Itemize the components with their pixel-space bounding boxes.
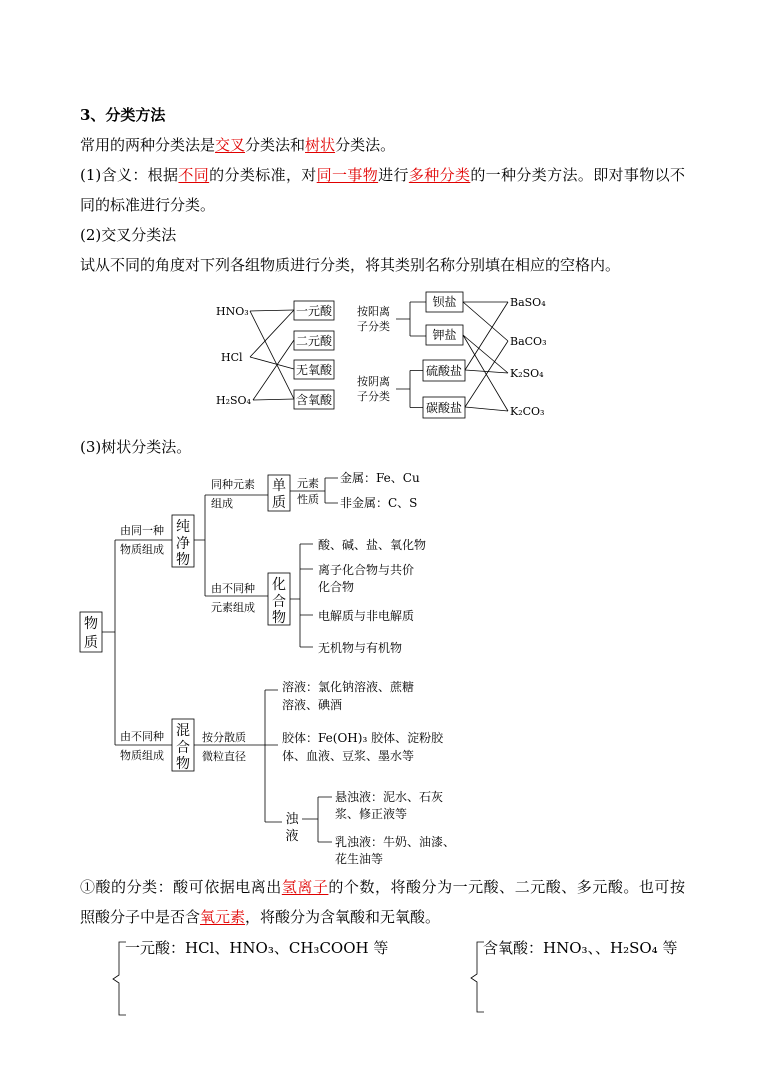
cross-classification-diagram — [200, 285, 560, 425]
acid-h2so4: H₂SO₄ — [216, 394, 251, 407]
connector-line — [465, 302, 508, 370]
connector-line — [253, 399, 294, 400]
connector-line — [250, 310, 294, 311]
compound-branch-lines — [290, 544, 313, 647]
emulsion-text: 花生油等 — [335, 852, 384, 866]
colloid-text: 体、血液、豆浆、墨水等 — [282, 749, 415, 763]
mixture-label: 物 — [176, 756, 190, 772]
cation-bracket — [396, 302, 426, 336]
connector-line — [463, 302, 508, 341]
mixture-criterion: 按分散质 — [202, 731, 246, 744]
category-sulfate: 硫酸盐 — [425, 364, 463, 378]
criterion-cation: 子分类 — [357, 320, 390, 333]
category-potassium-salt: 钾盐 — [432, 328, 457, 342]
monobasic-acid-examples: 一元酸：HCl、HNO₃、CH₃COOH 等 — [125, 939, 389, 957]
mixture-label: 混 — [176, 723, 190, 739]
element-item-metal: 金属：Fe、Cu — [340, 471, 420, 485]
compound-item: 化合物 — [318, 580, 355, 594]
mixture-label: 合 — [176, 740, 190, 756]
turbid-label: 液 — [285, 829, 299, 844]
category-monobasic-acid: 一元酸 — [295, 304, 333, 318]
cross-instruction: 试从不同的角度对下列各组物质进行分类，将其类别名称分别填在相应的空格内。 — [80, 256, 621, 274]
category-carbonate: 碳酸盐 — [425, 401, 463, 415]
salt-connectors — [463, 302, 508, 411]
highlight-same-thing: 同一事物 — [316, 166, 379, 184]
compound-edge-label: 元素组成 — [211, 601, 255, 614]
category-oxygen-free-acid: 无氧酸 — [295, 363, 333, 377]
element-label: 质 — [272, 495, 286, 511]
element-criterion: 性质 — [297, 493, 319, 506]
acid-hno3: HNO₃ — [216, 305, 249, 318]
salt-k2co3: K₂CO₃ — [510, 405, 545, 418]
compound-item: 无机物与有机物 — [318, 641, 403, 655]
element-item-nonmetal: 非金属：C、S — [340, 496, 418, 510]
section-title: 3、分类方法 — [80, 106, 166, 124]
compound-item: 酸、碱、盐、氧化物 — [318, 538, 427, 552]
definition-text: (1)含义：根据 — [80, 166, 179, 184]
mixture-edge-label: 物质组成 — [120, 749, 164, 762]
definition-line-1 — [80, 165, 685, 185]
salt-baso4: BaSO₄ — [510, 296, 546, 309]
intro-text: 分类法。 — [335, 136, 396, 154]
acid-note-text: ，将酸分为含氧酸和无氧酸。 — [245, 908, 441, 926]
tree-classification-diagram — [70, 465, 470, 870]
pure-branch-lines — [194, 495, 268, 596]
highlight-tree-method: 树状 — [305, 136, 336, 154]
connector-line — [465, 341, 508, 407]
element-edge-label: 组成 — [211, 497, 233, 510]
compound-item: 离子化合物与共价 — [318, 563, 415, 577]
definition-line-2: 同的标准进行分类。 — [80, 196, 216, 214]
tree-heading: (3)树状分类法。 — [80, 438, 192, 456]
mixture-edge-label: 由不同种 — [120, 730, 164, 743]
definition-text: 进行 — [378, 166, 409, 184]
pure-edge-label: 由同一种 — [120, 524, 164, 537]
connector-line — [465, 407, 508, 411]
element-label: 单 — [272, 478, 286, 494]
salt-k2so4: K₂SO₄ — [510, 367, 544, 380]
acid-note-line-2 — [80, 907, 440, 927]
category-oxyacid: 含氧酸 — [295, 393, 333, 407]
acid-hcl: HCl — [221, 351, 243, 364]
emulsion-text: 乳浊液：牛奶、油漆、 — [335, 835, 456, 849]
connector-line — [250, 357, 294, 369]
element-criterion: 元素 — [297, 477, 319, 490]
highlight-cross-method: 交叉 — [215, 136, 246, 154]
pure-substance-label: 物 — [176, 552, 190, 568]
root-branch-lines — [102, 540, 172, 745]
highlight-hydrogen-ion: 氢离子 — [281, 878, 329, 896]
definition-text: 的分类标准，对 — [209, 166, 317, 184]
pure-substance-label: 净 — [176, 536, 190, 552]
solution-text: 溶液：氯化钠溶液、蔗糖 — [282, 680, 415, 694]
compound-label: 合 — [272, 594, 286, 610]
acid-note-text: ①酸的分类：酸可依据电离出 — [80, 878, 282, 896]
connector-line — [463, 335, 508, 373]
cross-heading: (2)交叉分类法 — [80, 226, 177, 244]
pure-substance-label: 纯 — [176, 519, 190, 535]
root-label: 物 — [84, 616, 98, 632]
compound-edge-label: 由不同种 — [211, 582, 255, 595]
oxyacid-examples: 含氧酸：HNO₃、、H₂SO₄ 等 — [483, 939, 678, 957]
acid-note-text: 的个数，将酸分为一元酸、二元酸、多元酸。也可按 — [328, 878, 685, 896]
compound-label: 物 — [272, 610, 286, 626]
acid-note-line-1 — [80, 877, 685, 897]
criterion-cation: 按阳离 — [357, 305, 390, 318]
highlight-multiple-classification: 多种分类 — [408, 166, 471, 184]
salt-baco3: BaCO₃ — [510, 335, 547, 348]
definition-text: 的一种分类方法。即对事物以不 — [470, 166, 685, 184]
compound-item: 电解质与非电解质 — [318, 609, 415, 623]
suspension-text: 悬浊液：泥水、石灰 — [335, 790, 444, 804]
criterion-anion: 按阴离 — [357, 375, 390, 388]
solution-text: 溶液、碘酒 — [282, 698, 343, 712]
highlight-oxygen-element: 氧元素 — [200, 908, 246, 926]
colloid-text: 胶体：Fe(OH)₃ 胶体、淀粉胶 — [282, 731, 444, 745]
connector-line — [465, 370, 508, 373]
compound-label: 化 — [272, 577, 286, 593]
acid-connectors — [250, 310, 294, 400]
intro-text: 常用的两种分类法是 — [80, 136, 216, 154]
highlight-different: 不同 — [178, 166, 210, 184]
suspension-text: 浆、修正液等 — [335, 807, 408, 821]
category-barium-salt: 钡盐 — [432, 295, 457, 309]
turbid-label: 浊 — [285, 812, 299, 827]
anion-bracket — [396, 371, 423, 408]
acid-note-text: 照酸分子中是否含 — [80, 908, 201, 926]
intro-text: 分类法和 — [245, 136, 306, 154]
connector-line — [253, 340, 294, 400]
turbid-branch-lines — [302, 797, 332, 842]
pure-edge-label: 物质组成 — [120, 543, 164, 556]
intro-line — [80, 135, 395, 155]
category-dibasic-acid: 二元酸 — [295, 334, 333, 348]
connector-line — [250, 311, 294, 399]
criterion-anion: 子分类 — [357, 390, 390, 403]
mixture-criterion: 微粒直径 — [202, 750, 246, 763]
root-label: 质 — [84, 635, 98, 651]
element-edge-label: 同种元素 — [211, 478, 255, 491]
